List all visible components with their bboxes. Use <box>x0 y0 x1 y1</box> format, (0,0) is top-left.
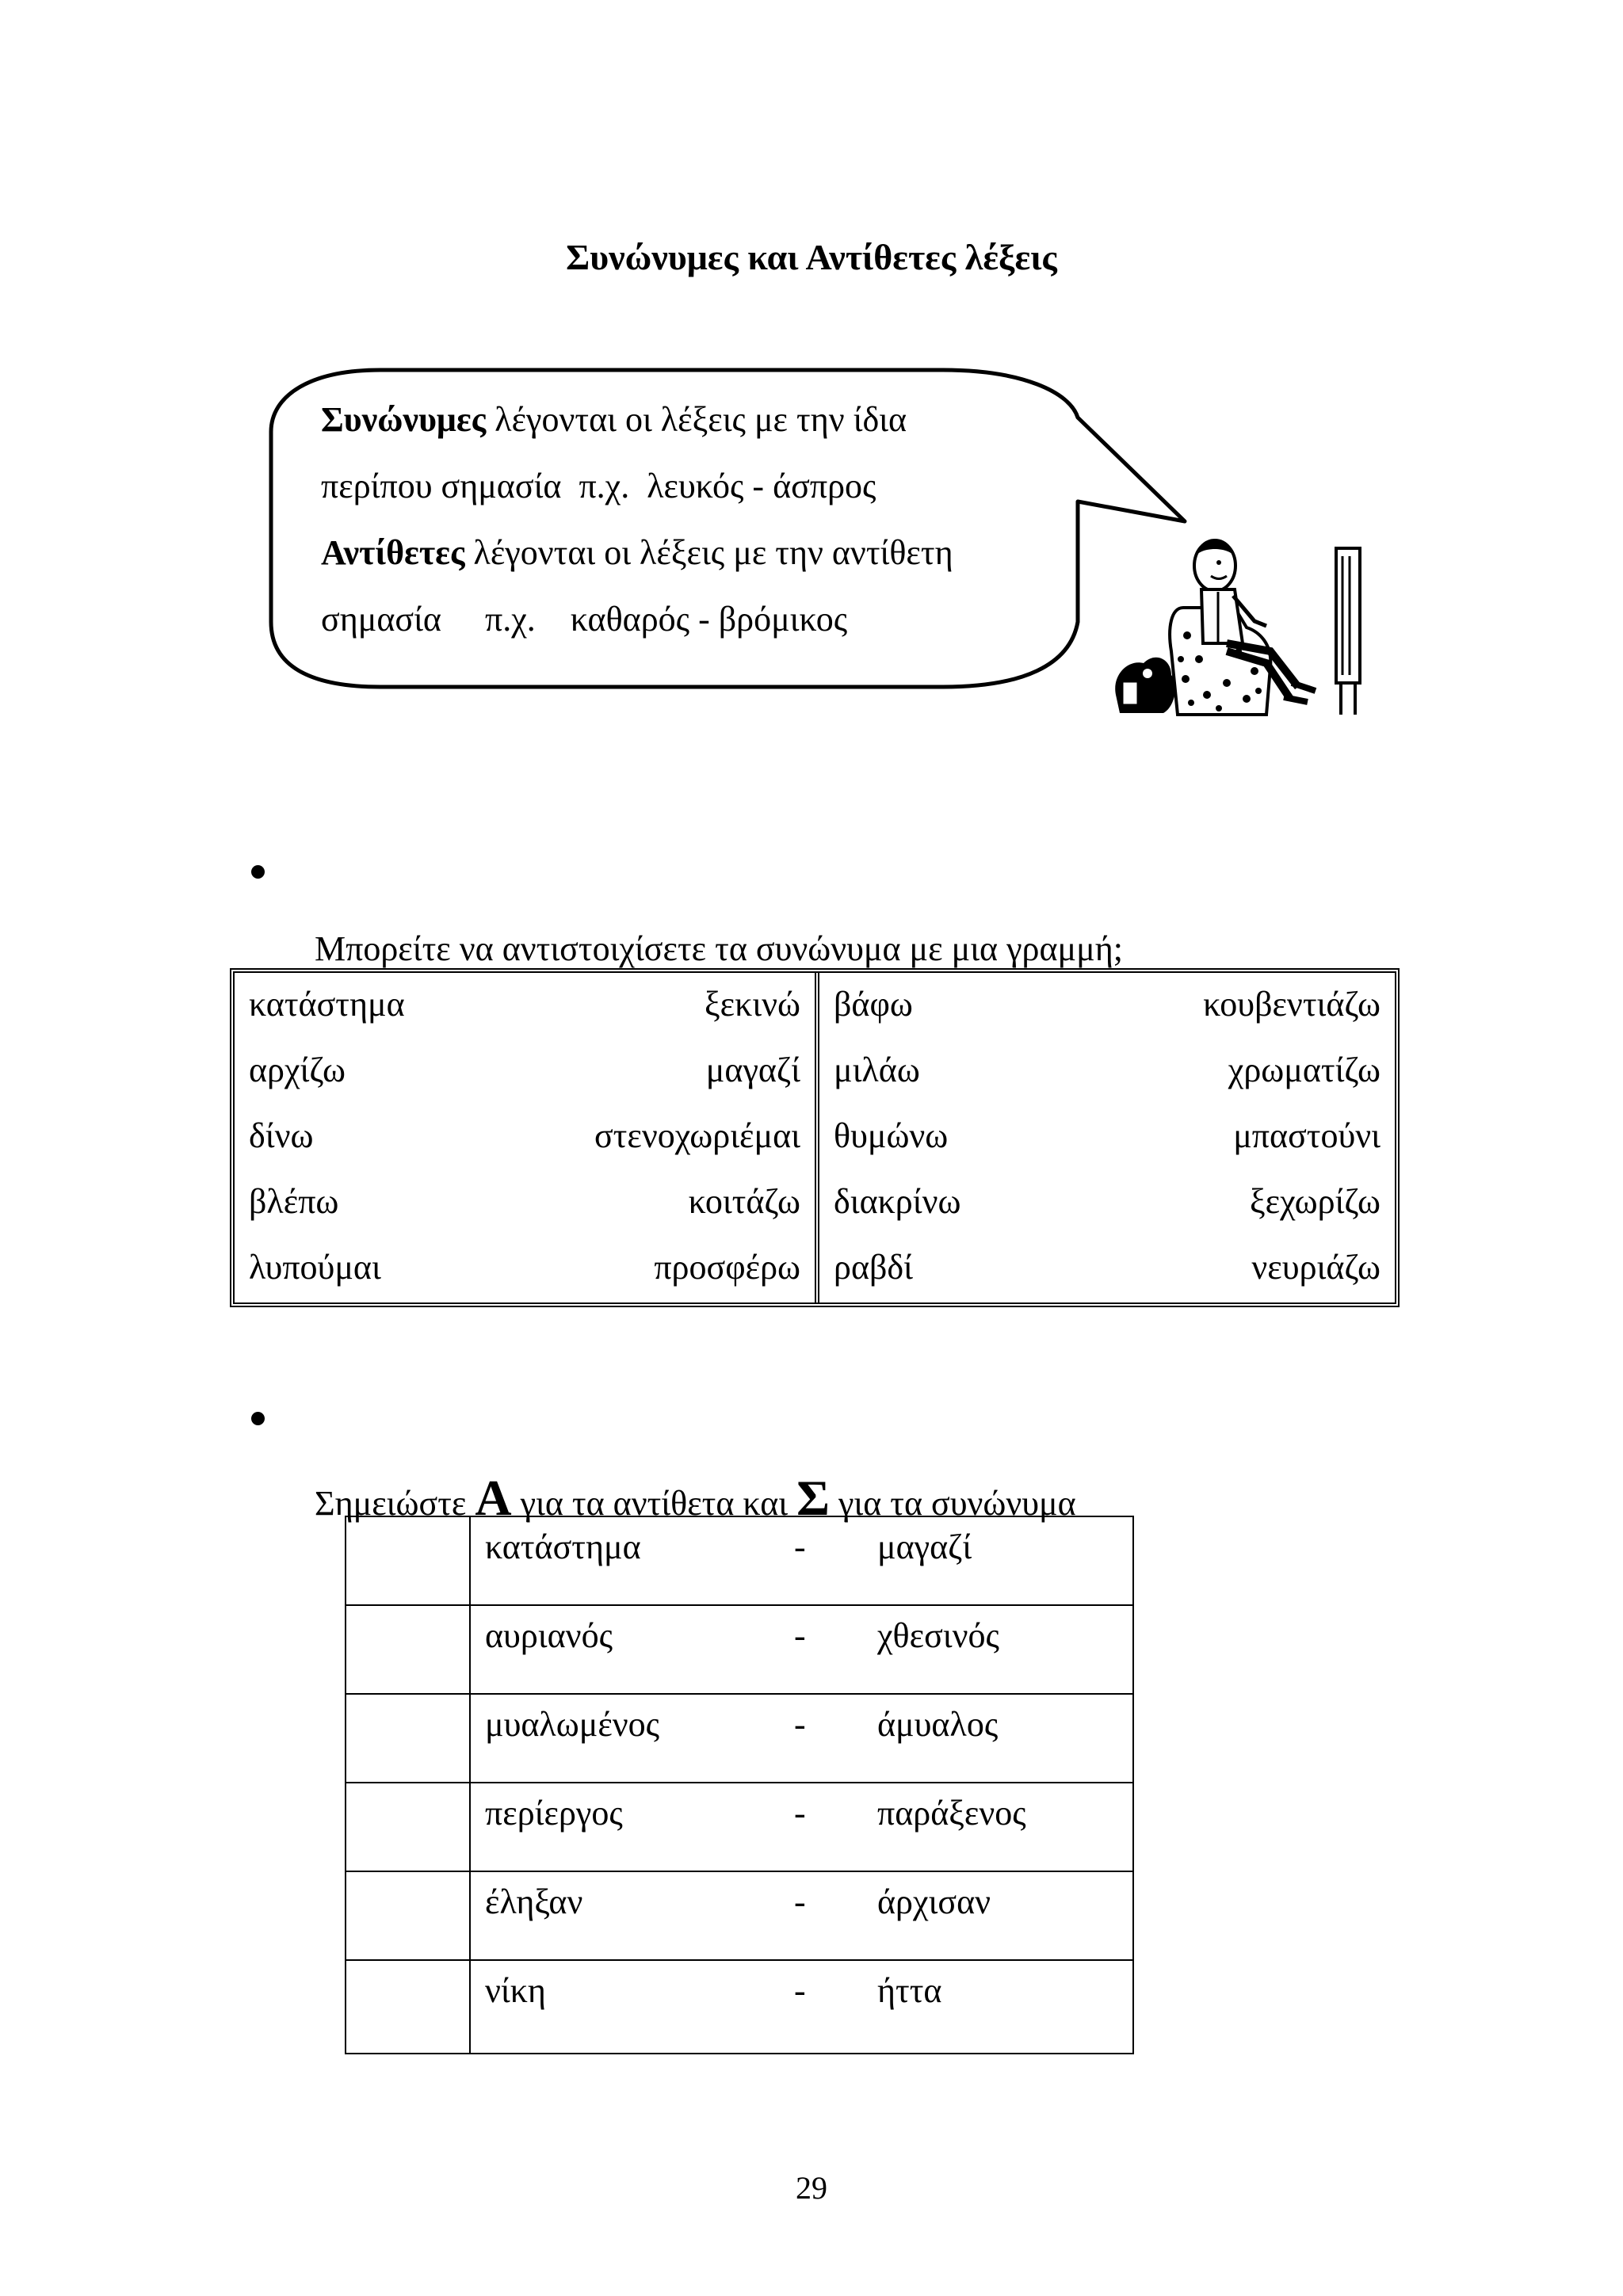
table-row: διακρίνω ξεχωρίζω <box>834 1182 1381 1221</box>
table-row: αυριανός - χθεσινός <box>346 1606 1132 1695</box>
table-row: βλέπω κοιτάζω <box>249 1182 800 1221</box>
table-row: αρχίζω μαγαζί <box>249 1051 800 1089</box>
synonym-example: περίπου σημασία π.χ. λευκός - άσπρος <box>321 467 876 505</box>
page-number: 29 <box>796 2170 827 2206</box>
antonym-term: Αντίθετες <box>321 533 465 572</box>
bubble-text <box>321 387 1034 653</box>
answer-cell[interactable] <box>346 1606 469 1693</box>
exercise2-instruction: Σημειώστε Α για τα αντίθετα και Σ για τα συνώνυμα <box>297 1388 1076 1527</box>
answer-cell[interactable] <box>346 1517 469 1604</box>
page-title: Συνώνυμες και Αντίθετες λέξεις <box>566 237 1057 277</box>
answer-cell[interactable] <box>346 1783 469 1871</box>
antonym-letter: Α <box>475 1470 512 1526</box>
table-row: λυπούμαι προσφέρω <box>249 1248 800 1287</box>
exercise1-instruction: Μπορείτε να αντιστοιχίσετε τα συνώνυμα με μια γραμμή; <box>297 848 1123 969</box>
table-row: περίεργος - παράξενος <box>346 1783 1132 1872</box>
antonym-definition: Αντίθετες λέγονται οι λέξεις με την αντίθετη <box>321 533 953 572</box>
table-row: έληξαν - άρχισαν <box>346 1872 1132 1961</box>
man-in-armchair-icon <box>1108 532 1361 723</box>
synonym-term: Συνώνυμες <box>321 400 487 439</box>
answer-cell[interactable] <box>346 1961 469 2048</box>
matching-table <box>230 968 1400 1307</box>
synonym-definition: Συνώνυμες λέγονται οι λέξεις με την ίδια <box>321 400 907 439</box>
answer-cell[interactable] <box>346 1695 469 1782</box>
pairs-table <box>345 1516 1134 2054</box>
synonym-letter: Σ <box>796 1470 830 1526</box>
matching-table-right-column <box>819 973 1395 1302</box>
table-row: κατάστημα - μαγαζί <box>346 1517 1132 1606</box>
table-row: νίκη - ήττα <box>346 1961 1132 2050</box>
table-row: ραβδί νευριάζω <box>834 1248 1381 1287</box>
answer-cell[interactable] <box>346 1872 469 1959</box>
table-row: βάφω κουβεντιάζω <box>834 985 1381 1024</box>
antonym-example: σημασία π.χ. καθαρός - βρόμικος <box>321 600 848 639</box>
table-row: θυμώνω μπαστούνι <box>834 1116 1381 1155</box>
table-row: μιλάω χρωματίζω <box>834 1051 1381 1089</box>
bullet-icon <box>251 1412 265 1425</box>
bullet-icon <box>251 865 265 879</box>
table-row: δίνω στενοχωριέμαι <box>249 1116 800 1155</box>
table-row: κατάστημα ξεκινώ <box>249 985 800 1024</box>
matching-table-left-column <box>235 973 819 1302</box>
table-row: μυαλωμένος - άμυαλος <box>346 1695 1132 1783</box>
